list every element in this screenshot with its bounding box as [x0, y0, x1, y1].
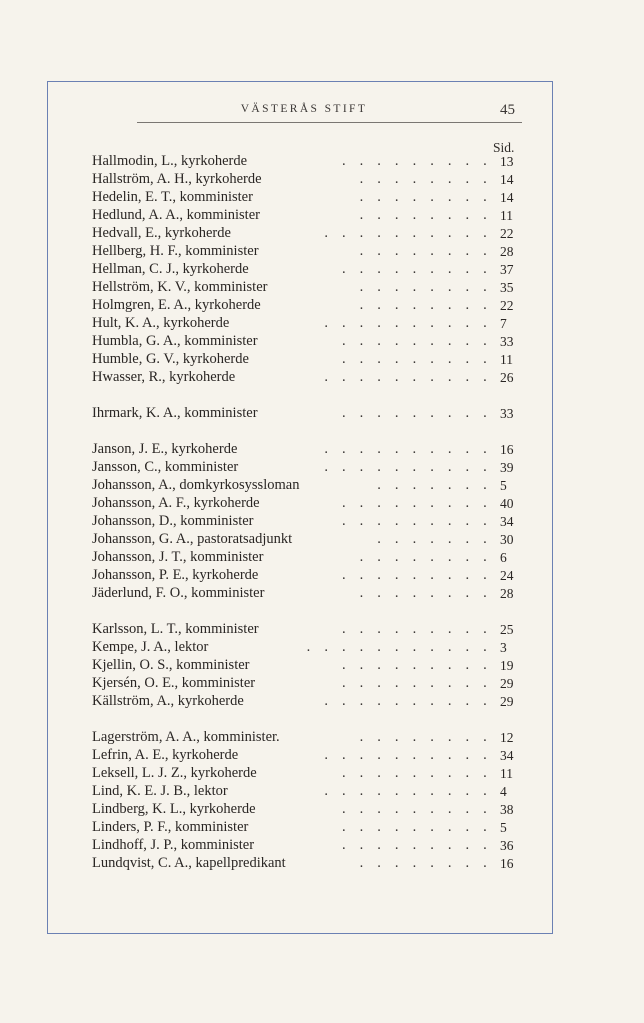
entry-page-number: 36	[500, 838, 514, 853]
index-entry	[92, 800, 524, 818]
leader-dots: . . . . . . . . .	[341, 765, 492, 781]
entry-page-number: 6	[500, 550, 507, 565]
entry-page-number: 14	[500, 172, 514, 187]
index-entry	[92, 818, 524, 836]
entry-name: Holmgren, E. A., kyrkoherde	[92, 297, 261, 313]
index-entry	[92, 836, 524, 854]
leader-dots: . . . . . . . .	[359, 279, 492, 295]
leader-dots: . . . . . . . . .	[341, 153, 492, 169]
index-entry	[92, 350, 524, 368]
entry-page-number: 33	[500, 334, 514, 349]
entry-name: Jansson, C., komminister	[92, 459, 239, 475]
entry-name: Kjersén, O. E., komminister	[92, 675, 256, 691]
leader-dots: . . . . . . . . . .	[324, 783, 492, 799]
entry-name: Ihrmark, K. A., komminister	[92, 405, 258, 421]
entry-page-number: 35	[500, 280, 514, 295]
index-entry	[92, 746, 524, 764]
entry-name: Kempe, J. A., lektor	[92, 639, 209, 655]
entry-page-number: 19	[500, 658, 514, 673]
leader-dots: . . . . . . . . .	[341, 675, 492, 691]
leader-dots: . . . . . . . . . . .	[306, 639, 492, 655]
index-entry	[92, 206, 524, 224]
entry-page-number: 37	[500, 262, 514, 277]
entry-name: Hedvall, E., kyrkoherde	[92, 225, 231, 241]
entry-name: Hwasser, R., kyrkoherde	[92, 369, 236, 385]
entry-page-number: 38	[500, 802, 514, 817]
entry-name: Hedlund, A. A., komminister	[92, 207, 260, 223]
index-entry	[92, 854, 524, 872]
entry-name: Johansson, A. F., kyrkoherde	[92, 495, 260, 511]
leader-dots: . . . . . . . . .	[341, 801, 492, 817]
index-entry	[92, 440, 524, 458]
entry-name: Lindberg, K. L., kyrkoherde	[92, 801, 256, 817]
running-header	[93, 100, 515, 122]
index-entry	[92, 620, 524, 638]
entry-name: Johansson, J. T., komminister	[92, 549, 264, 565]
index-entry	[92, 548, 524, 566]
index-entry	[92, 728, 524, 746]
header-rule	[137, 122, 522, 123]
index-entry	[92, 566, 524, 584]
leader-dots: . . . . . . . . .	[341, 333, 492, 349]
entry-page-number: 11	[500, 766, 513, 781]
entry-name: Hult, K. A., kyrkoherde	[92, 315, 230, 331]
entry-page-number: 34	[500, 748, 514, 763]
entry-page-number: 26	[500, 370, 514, 385]
index-entry	[92, 278, 524, 296]
index-entry	[92, 260, 524, 278]
entry-page-number: 30	[500, 532, 514, 547]
leader-dots: . . . . . . . .	[359, 585, 492, 601]
leader-dots: . . . . . . . . .	[341, 621, 492, 637]
leader-dots: . . . . . . .	[377, 531, 492, 547]
leader-dots: . . . . . . . . .	[341, 261, 492, 277]
leader-dots: . . . . . . . . . .	[324, 441, 492, 457]
leader-dots: . . . . . . . .	[359, 549, 492, 565]
entry-name: Hellman, C. J., kyrkoherde	[92, 261, 249, 277]
entry-page-number: 24	[500, 568, 514, 583]
index-entry	[92, 638, 524, 656]
entry-name: Hallmodin, L., kyrkoherde	[92, 153, 248, 169]
entry-page-number: 33	[500, 406, 514, 421]
entry-page-number: 14	[500, 190, 514, 205]
index-entry	[92, 494, 524, 512]
index-entry	[92, 674, 524, 692]
entry-name: Jäderlund, F. O., komminister	[92, 585, 265, 601]
index-entry	[92, 188, 524, 206]
leader-dots: . . . . . . . . .	[341, 567, 492, 583]
clergy-index-list	[92, 152, 524, 872]
group-spacer	[92, 710, 524, 728]
leader-dots: . . . . . . . . .	[341, 657, 492, 673]
header-title: VÄSTERÅS STIFT	[240, 103, 368, 115]
entry-page-number: 34	[500, 514, 514, 529]
entry-page-number: 11	[500, 208, 513, 223]
entry-name: Linders, P. F., komminister	[92, 819, 249, 835]
index-entry	[92, 314, 524, 332]
index-entry	[92, 332, 524, 350]
entry-name: Hedelin, E. T., komminister	[92, 189, 253, 205]
header-page-number: 45	[500, 102, 515, 118]
leader-dots: . . . . . . . .	[359, 171, 492, 187]
entry-name: Johansson, P. E., kyrkoherde	[92, 567, 259, 583]
leader-dots: . . . . . . . . . .	[324, 369, 492, 385]
leader-dots: . . . . . . . . . .	[324, 315, 492, 331]
leader-dots: . . . . . . . . .	[341, 513, 492, 529]
index-entry	[92, 530, 524, 548]
entry-page-number: 39	[500, 460, 514, 475]
leader-dots: . . . . . . .	[377, 477, 492, 493]
entry-name: Lagerström, A. A., komminister.	[92, 729, 280, 745]
index-entry	[92, 152, 524, 170]
entry-page-number: 40	[500, 496, 514, 511]
index-entry	[92, 224, 524, 242]
page-column-label: Sid.	[493, 140, 515, 155]
entry-name: Kjellin, O. S., komminister	[92, 657, 250, 673]
entry-name: Janson, J. E., kyrkoherde	[92, 441, 238, 457]
entry-name: Lind, K. E. J. B., lektor	[92, 783, 228, 799]
leader-dots: . . . . . . . . . .	[324, 693, 492, 709]
index-entry	[92, 476, 524, 494]
leader-dots: . . . . . . . .	[359, 855, 492, 871]
entry-name: Hellström, K. V., komminister	[92, 279, 268, 295]
entry-page-number: 3	[500, 640, 507, 655]
entry-name: Hallström, A. H., kyrkoherde	[92, 171, 262, 187]
index-entry	[92, 170, 524, 188]
index-entry	[92, 512, 524, 530]
entry-page-number: 16	[500, 442, 514, 457]
entry-page-number: 28	[500, 586, 514, 601]
index-entry	[92, 764, 524, 782]
entry-name: Lundqvist, C. A., kapellpredikant	[92, 855, 286, 871]
entry-name: Lefrin, A. E., kyrkoherde	[92, 747, 239, 763]
entry-page-number: 5	[500, 820, 507, 835]
entry-page-number: 4	[500, 784, 507, 799]
leader-dots: . . . . . . . .	[359, 729, 492, 745]
leader-dots: . . . . . . . .	[359, 297, 492, 313]
index-entry	[92, 692, 524, 710]
entry-page-number: 28	[500, 244, 514, 259]
index-entry	[92, 368, 524, 386]
leader-dots: . . . . . . . . .	[341, 495, 492, 511]
entry-name: Källström, A., kyrkoherde	[92, 693, 244, 709]
entry-name: Johansson, D., komminister	[92, 513, 254, 529]
entry-name: Karlsson, L. T., komminister	[92, 621, 259, 637]
leader-dots: . . . . . . . . . .	[324, 459, 492, 475]
leader-dots: . . . . . . . . .	[341, 351, 492, 367]
entry-name: Johansson, G. A., pastoratsadjunkt	[92, 531, 293, 547]
entry-name: Lindhoff, J. P., komminister	[92, 837, 255, 853]
index-entry	[92, 296, 524, 314]
entry-name: Humble, G. V., kyrkoherde	[92, 351, 249, 367]
index-entry	[92, 458, 524, 476]
index-entry	[92, 782, 524, 800]
entry-page-number: 22	[500, 298, 514, 313]
index-entry	[92, 584, 524, 602]
entry-page-number: 25	[500, 622, 514, 637]
leader-dots: . . . . . . . . .	[341, 819, 492, 835]
entry-page-number: 7	[500, 316, 507, 331]
leader-dots: . . . . . . . . . .	[324, 225, 492, 241]
entry-name: Humbla, G. A., komminister	[92, 333, 258, 349]
leader-dots: . . . . . . . . .	[341, 405, 492, 421]
leader-dots: . . . . . . . . .	[341, 837, 492, 853]
entry-page-number: 29	[500, 694, 514, 709]
entry-page-number: 11	[500, 352, 513, 367]
entry-page-number: 12	[500, 730, 514, 745]
entry-page-number: 13	[500, 154, 514, 169]
entry-page-number: 22	[500, 226, 514, 241]
entry-page-number: 16	[500, 856, 514, 871]
leader-dots: . . . . . . . .	[359, 207, 492, 223]
index-entry	[92, 242, 524, 260]
leader-dots: . . . . . . . .	[359, 189, 492, 205]
entry-page-number: 29	[500, 676, 514, 691]
entry-name: Johansson, A., domkyrkosyssloman	[92, 477, 300, 493]
index-entry	[92, 656, 524, 674]
leader-dots: . . . . . . . .	[359, 243, 492, 259]
entry-name: Leksell, L. J. Z., kyrkoherde	[92, 765, 257, 781]
leader-dots: . . . . . . . . . .	[324, 747, 492, 763]
entry-name: Hellberg, H. F., komminister	[92, 243, 259, 259]
index-entry	[92, 404, 524, 422]
group-spacer	[92, 386, 524, 404]
entry-page-number: 5	[500, 478, 507, 493]
group-spacer	[92, 602, 524, 620]
group-spacer	[92, 422, 524, 440]
